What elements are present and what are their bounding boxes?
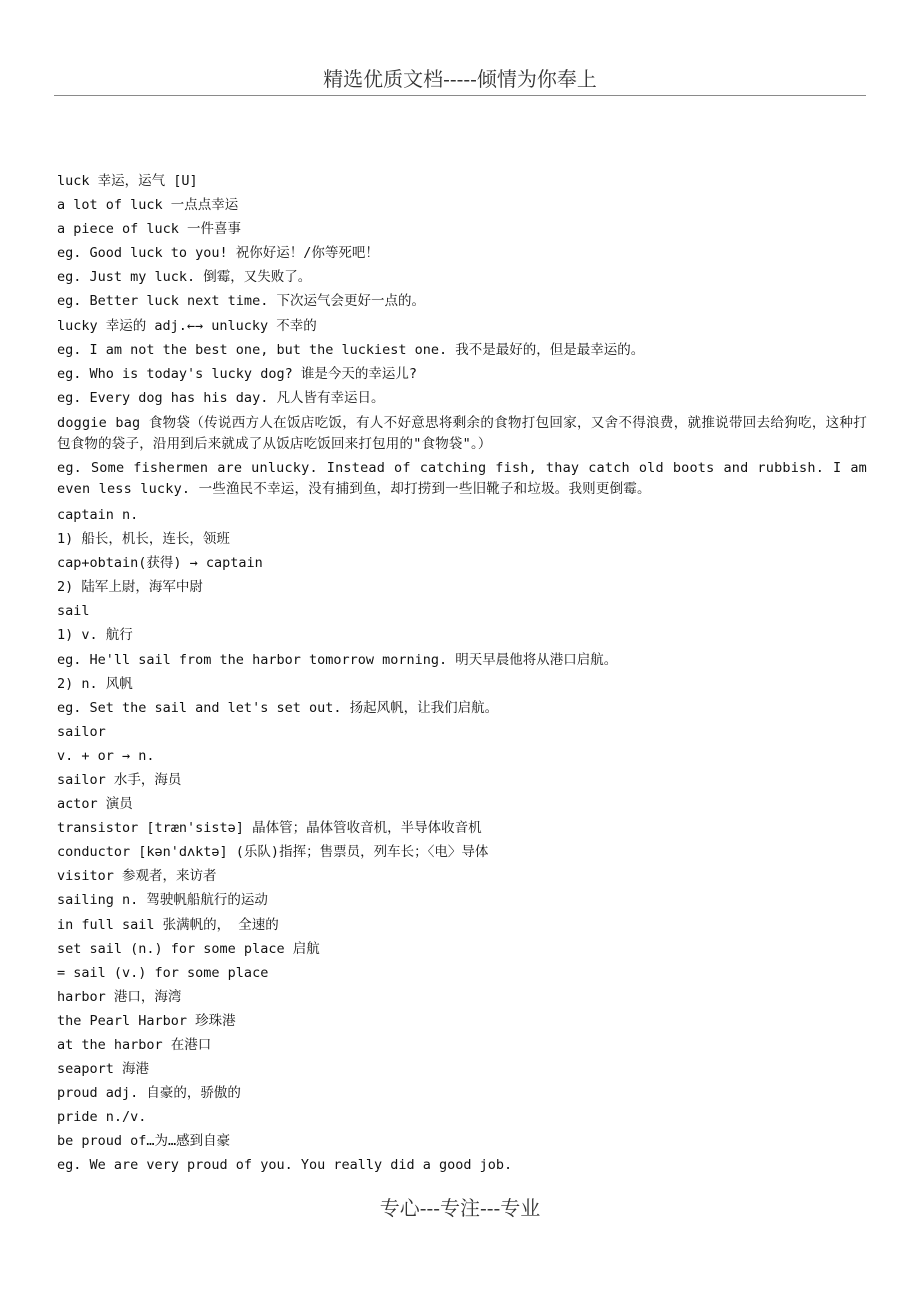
text-line: luck 幸运，运气 [U] — [57, 173, 198, 189]
page-header: 精选优质文档-----倾情为你奉上 — [323, 67, 597, 91]
text-line: at the harbor 在港口 — [57, 1037, 212, 1053]
text-line: sailor 水手，海员 — [57, 771, 182, 788]
text-line: eg. We are very proud of you. You really did a good job. — [57, 1157, 513, 1174]
text-line: seaport 海港 — [57, 1061, 150, 1078]
text-line: eg. Who is today's lucky dog? 谁是今天的幸运儿? — [57, 365, 417, 382]
header-divider — [54, 95, 866, 96]
text-line: captain n. — [57, 506, 139, 523]
text-line: eg. I am not the best one, but the luckiest one. 我不是最好的，但是最幸运的。 — [57, 341, 645, 358]
text-line: a lot of luck 一点点幸运 — [57, 197, 239, 214]
text-line: pride n./v. — [57, 1109, 147, 1126]
document-body — [57, 169, 867, 1178]
page-footer: 专心---专注---专业 — [379, 1196, 541, 1220]
text-line: v. + or → n. — [57, 747, 155, 764]
text-line: be proud of…为…感到自豪 — [57, 1133, 231, 1150]
text-line: set sail (n.) for some place 启航 — [57, 940, 320, 957]
text-line: the Pearl Harbor 珍珠港 — [57, 1012, 236, 1029]
text-line: sailor — [57, 723, 106, 740]
text-line: harbor 港口，海湾 — [57, 988, 182, 1005]
text-line: cap+obtain(获得) → captain — [57, 555, 263, 572]
text-line: eg. Just my luck. 倒霉，又失败了。 — [57, 269, 312, 286]
text-line: conductor [kən'dʌktə] (乐队)指挥；售票员，列车长；〈电〉导体 — [57, 844, 489, 861]
text-line: proud adj. 自豪的，骄傲的 — [57, 1085, 241, 1102]
text-line: eg. Set the sail and let's set out. 扬起风帆，让我们启航。 — [57, 699, 499, 716]
text-line: 2) 陆军上尉，海军中尉 — [57, 579, 203, 596]
text-line: in full sail 张满帆的， 全速的 — [57, 916, 279, 933]
text-line: transistor [træn'sistə] 晶体管；晶体管收音机，半导体收音机 — [57, 820, 482, 837]
text-line: 2) n. 风帆 — [57, 675, 133, 692]
text-line: eg. Every dog has his day. 凡人皆有幸运日。 — [57, 389, 385, 406]
text-line: sail — [57, 603, 90, 620]
text-line: eg. He'll sail from the harbor tomorrow morning. 明天早晨他将从港口启航。 — [57, 651, 618, 668]
text-line: actor 演员 — [57, 796, 133, 813]
text-line: sailing n. 驾驶帆船航行的运动 — [57, 892, 268, 909]
text-line: 1) 船长，机长，连长，领班 — [57, 531, 230, 548]
text-paragraph: eg. Some fishermen are unlucky. Instead of catching fish, thay catch old boots and rubbish. I am even less lucky. 一些渔民不幸运，没有捕到鱼，却打捞到一些旧靴子和垃圾。我则更倒霉。 — [57, 459, 867, 497]
text-line: = sail (v.) for some place — [57, 964, 269, 981]
text-line: 1) v. 航行 — [57, 627, 133, 644]
text-line: visitor 参观者，来访者 — [57, 868, 217, 885]
text-line: a piece of luck 一件喜事 — [57, 221, 242, 238]
text-line: eg. Better luck next time. 下次运气会更好一点的。 — [57, 293, 425, 310]
text-line: lucky 幸运的 adj.←→ unlucky 不幸的 — [57, 317, 317, 334]
text-paragraph: doggie bag 食物袋（传说西方人在饭店吃饭，有人不好意思将剩余的食物打包回家，又舍不得浪费，就推说带回去给狗吃，这种打包食物的袋子，沿用到后来就成了从饭店吃饭回来打包用的"食物袋"。） — [57, 414, 867, 452]
text-line: eg. Good luck to you! 祝你好运！/你等死吧！ — [57, 245, 379, 262]
